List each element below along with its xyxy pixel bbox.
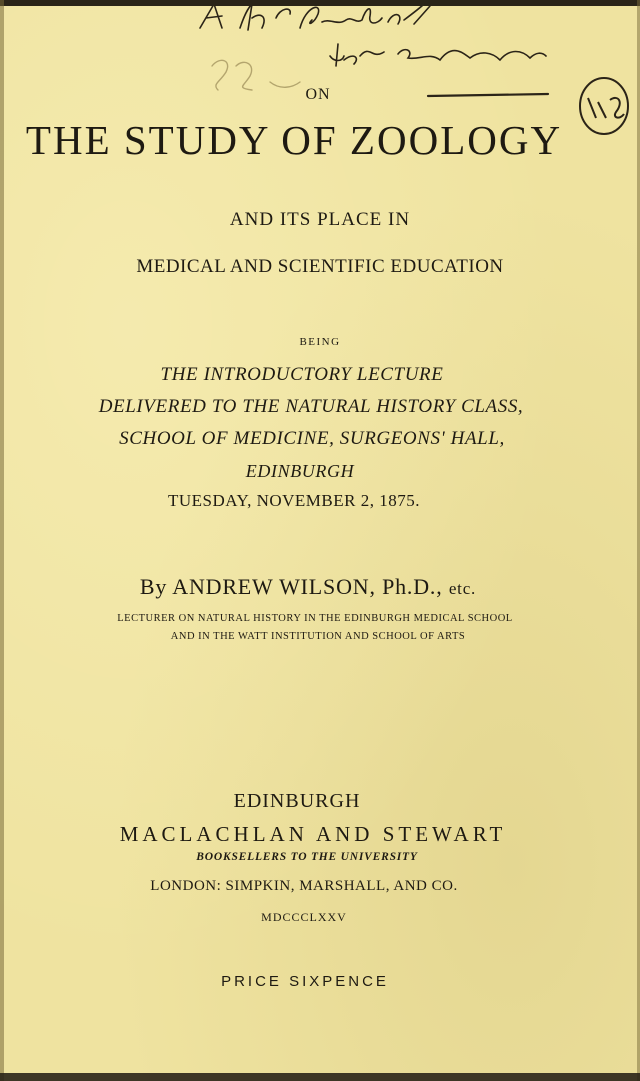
author-name: ANDREW WILSON, <box>172 574 376 599</box>
author-prefix: By <box>139 574 168 599</box>
publication-year: MDCCCLXXV <box>261 910 347 924</box>
lecture-line-2: DELIVERED TO THE NATURAL HISTORY CLASS, <box>98 396 524 417</box>
author-etc: etc. <box>448 579 477 598</box>
subtitle-line-2: MEDICAL AND SCIENTIFIC EDUCATION <box>136 256 504 277</box>
london-imprint: LONDON: SIMPKIN, MARSHALL, AND CO. <box>150 878 458 894</box>
publisher-role: BOOKSELLERS TO THE UNIVERSITY <box>196 851 418 863</box>
on-label: ON <box>305 86 331 103</box>
publisher-name: MACLACHLAN AND STEWART <box>119 822 507 846</box>
author-role-line-1: LECTURER ON NATURAL HISTORY IN THE EDINBURGH MEDICAL SCHOOL <box>117 613 513 624</box>
imprint-city: EDINBURGH <box>233 790 361 812</box>
lecture-line-1: THE INTRODUCTORY LECTURE <box>160 364 444 385</box>
being-label: BEING <box>299 336 341 348</box>
price-label: PRICE SIXPENCE <box>221 973 389 990</box>
author-role-line-2: AND IN THE WATT INSTITUTION AND SCHOOL OF ARTS <box>170 631 466 642</box>
author-degree: Ph.D., <box>382 574 443 599</box>
lecture-date: TUESDAY, NOVEMBER 2, 1875. <box>168 491 420 510</box>
author-line <box>0 574 628 600</box>
page-bottom-edge <box>0 1073 640 1081</box>
subtitle-line-1: AND ITS PLACE IN <box>229 209 411 230</box>
lecture-line-4: EDINBURGH <box>245 461 355 481</box>
page-title: THE STUDY OF ZOOLOGY <box>25 117 563 163</box>
lecture-line-3: SCHOOL OF MEDICINE, SURGEONS' HALL, <box>119 428 505 449</box>
